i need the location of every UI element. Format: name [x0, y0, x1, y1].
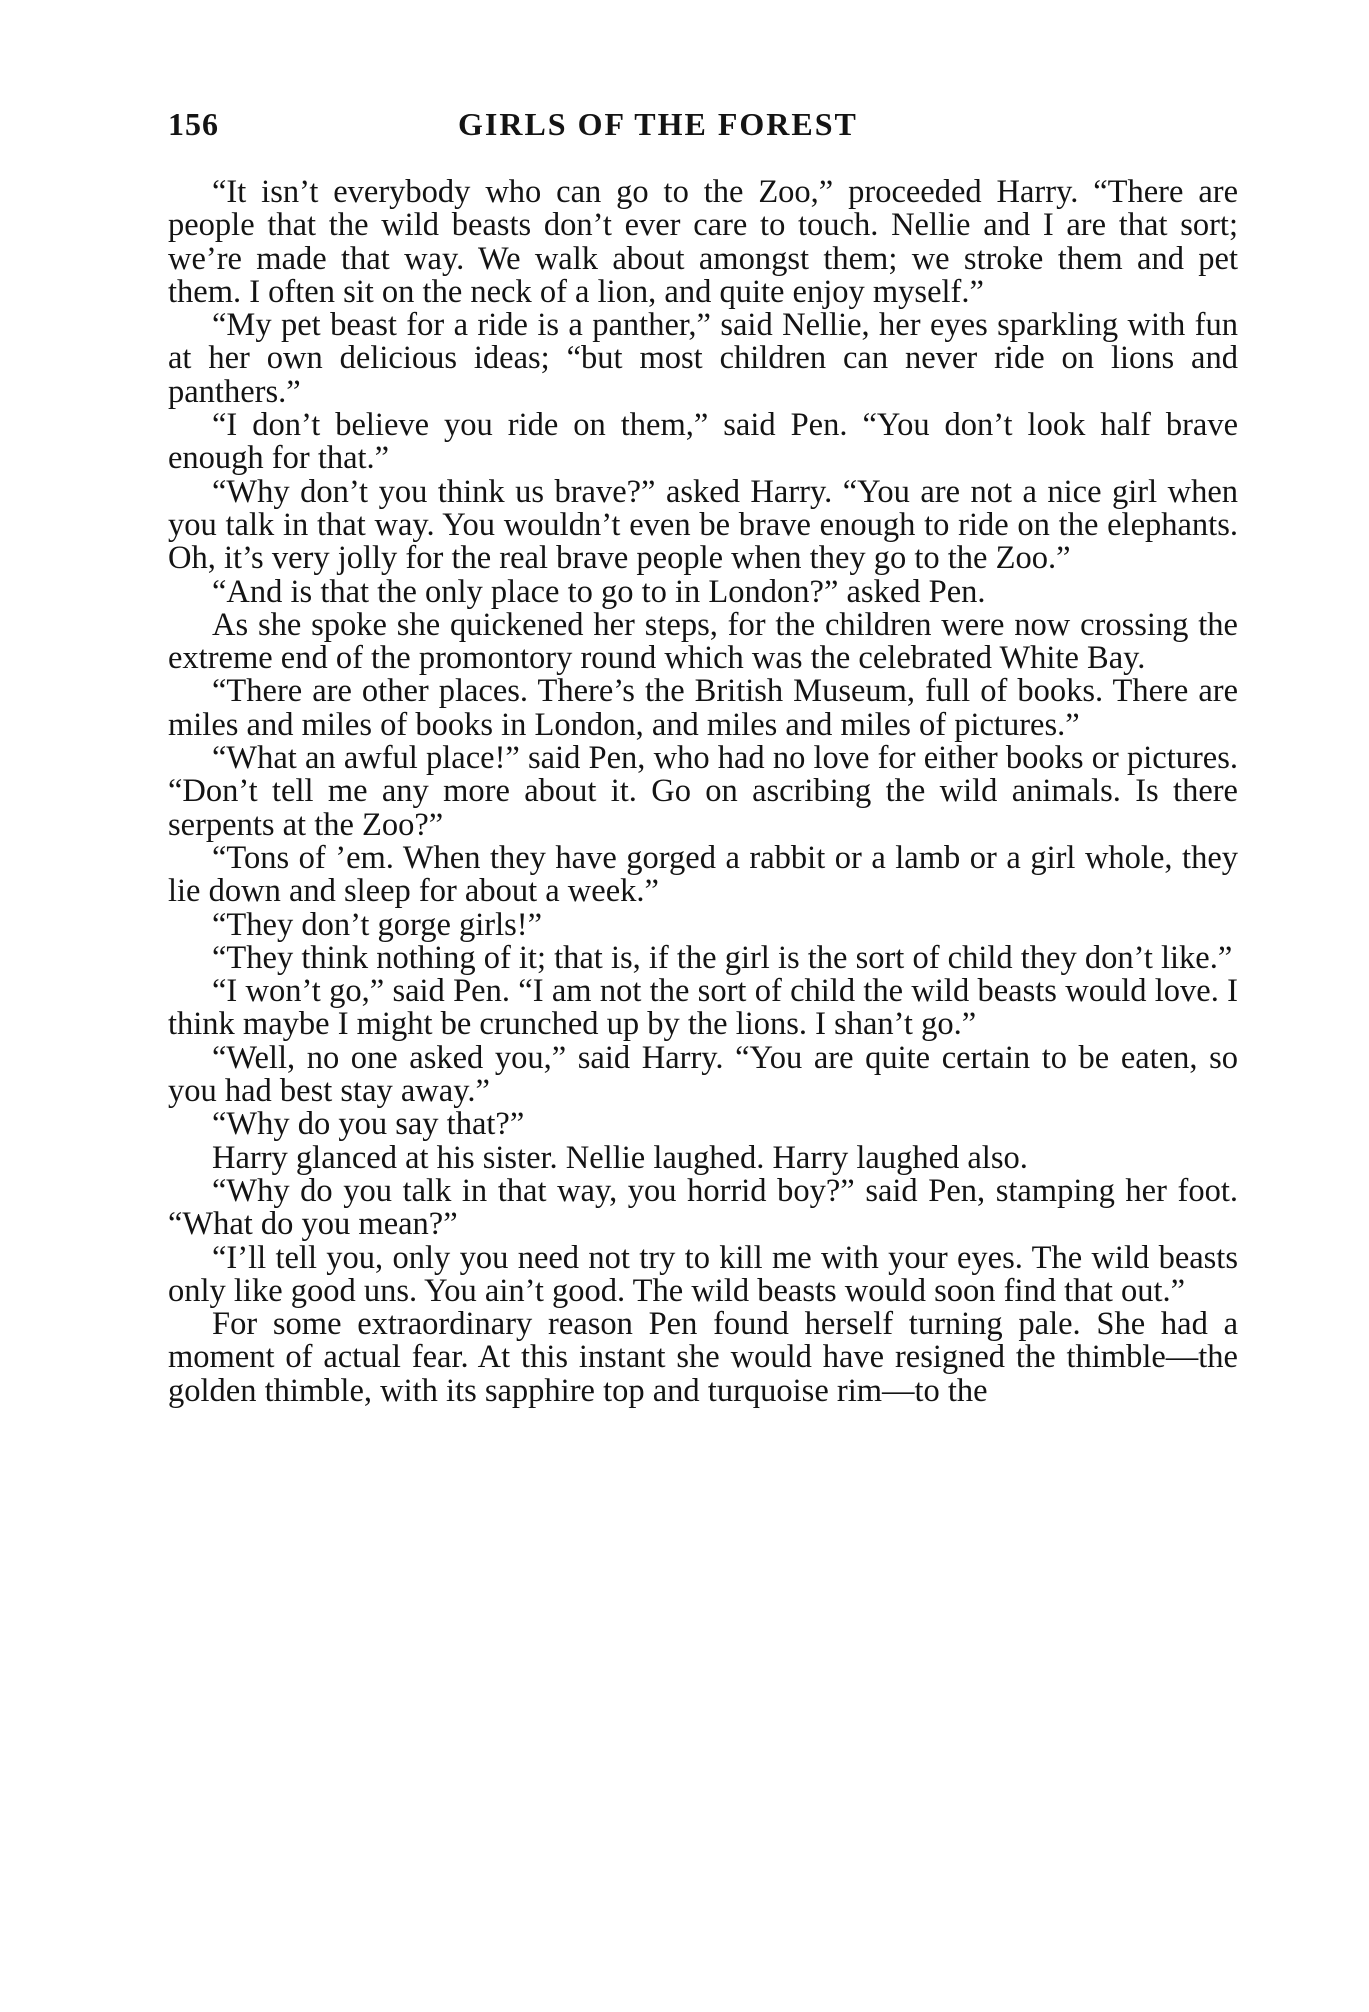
paragraph: “Why do you say that?”: [212, 1106, 525, 1143]
paragraph: “What an awful place!” said Pen, who had no love for either books or pictures. “Don’t tell me any more about it. Go on ascribing the wild animals. Is there serpents at the Zoo?”: [168, 740, 1238, 843]
paragraph: “There are other places. There’s the British Museum, full of books. There are miles and miles of books in London, and miles and miles of pictures.”: [168, 673, 1238, 743]
page-header: [168, 106, 1238, 146]
running-title: GIRLS OF THE FOREST: [458, 106, 858, 142]
paragraph: “Why don’t you think us brave?” asked Harry. “You are not a nice girl when you talk in that way. You wouldn’t even be brave enough to ride on the elephants. Oh, it’s very jolly for the real brave people when they go to the Zoo.”: [168, 473, 1238, 577]
paragraph: “Tons of ’em. When they have gorged a rabbit or a lamb or a girl whole, they lie down and sleep for about a week.”: [168, 839, 1238, 910]
paragraph: For some extraordinary reason Pen found herself turning pale. She had a moment of actual fear. At this instant she would have resigned the thimble—the golden thimble, with its sapphire top and turquoise rim—to the: [168, 1306, 1238, 1409]
paragraph: “They think nothing of it; that is, if the girl is the sort of child they don’t like.”: [212, 939, 1233, 976]
paragraph: “I won’t go,” said Pen. “I am not the sort of child the wild beasts would love. I think maybe I might be crunched up by the lions. I shan’t go.”: [168, 973, 1238, 1043]
paragraph: “Well, no one asked you,” said Harry. “You are quite certain to be eaten, so you had best stay away.”: [168, 1039, 1238, 1110]
body-text: [168, 176, 1238, 1408]
paragraph: “Why do you talk in that way, you horrid boy?” said Pen, stamping her foot. “What do you mean?”: [168, 1172, 1238, 1243]
page-number: 156: [168, 106, 219, 142]
paragraph: As she spoke she quickened her steps, for the children were now crossing the extreme end of the promontory round which was the celebrated White Bay.: [168, 606, 1238, 677]
paragraph: “And is that the only place to go to in London?” asked Pen.: [212, 573, 986, 610]
paragraph: “They don’t gorge girls!”: [212, 906, 543, 943]
paragraph: “It isn’t everybody who can go to the Zoo,” proceeded Harry. “There are people that the wild beasts don’t ever care to touch. Nellie and I are that sort; we’re made that way. We walk about amongst them; we stroke them and pet them. I often sit on the neck of a lion, and quite enjoy myself.”: [168, 174, 1238, 310]
paragraph: Harry glanced at his sister. Nellie laughed. Harry laughed also.: [212, 1139, 1028, 1176]
paragraph: “I don’t believe you ride on them,” said Pen. “You don’t look half brave enough for that.”: [168, 407, 1238, 477]
paragraph: “I’ll tell you, only you need not try to kill me with your eyes. The wild beasts only like good uns. You ain’t good. The wild beasts would soon find that out.”: [168, 1239, 1238, 1309]
paragraph: “My pet beast for a ride is a panther,” said Nellie, her eyes sparkling with fun at her own delicious ideas; “but most children can never ride on lions and panthers.”: [168, 307, 1238, 410]
